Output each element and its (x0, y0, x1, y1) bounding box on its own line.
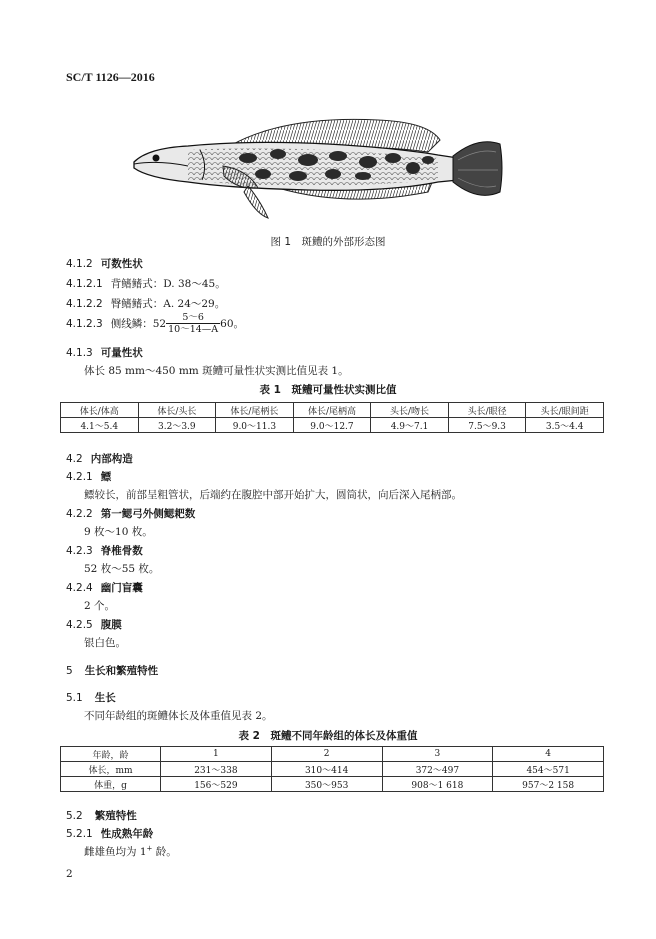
table-header-cell: 头长/眼间距 (526, 403, 604, 418)
section-text: 臀鳍鳍式：A. 24～29。 (110, 298, 226, 310)
page-number: 2 (66, 868, 73, 880)
maturity-text: 雌雄鱼均为 1 (84, 846, 147, 858)
section-number: 4.2 (66, 453, 83, 465)
lateral-line-prefix: 侧线鳞：52 (110, 318, 167, 330)
table-header-cell: 年龄，龄 (61, 747, 161, 762)
table-2-caption: 表 2 斑鳢不同年龄组的体长及体重值 (238, 730, 418, 742)
section-number: 4.1.2 (66, 258, 93, 270)
table-cell: 350～953 (271, 777, 382, 792)
section-4-2-5-heading (66, 617, 122, 632)
section-4-1-2-heading (66, 256, 143, 271)
section-5-2-1-text (84, 844, 177, 859)
section-5-2-heading (66, 808, 137, 823)
section-4-1-2-2 (66, 296, 225, 311)
section-number: 4.1.2.1 (66, 278, 103, 290)
section-title: 可量性状 (100, 347, 143, 359)
maturity-text-end: 龄。 (152, 846, 177, 858)
section-number: 4.1.3 (66, 347, 93, 359)
section-title: 腹膜 (100, 619, 122, 631)
section-5-2-1-heading (66, 826, 153, 841)
section-title: 脊椎骨数 (100, 545, 143, 557)
table-header-cell: 1 (161, 747, 272, 762)
table-cell: 4.9～7.1 (371, 418, 449, 433)
table-header-cell: 头长/吻长 (371, 403, 449, 418)
table-cell: 3.5～4.4 (526, 418, 604, 433)
maturity-superscript: + (146, 844, 153, 853)
section-title: 鳔 (100, 471, 112, 483)
snakehead-fish-illustration (128, 110, 504, 226)
fraction-denominator: 10～14—A (168, 324, 219, 335)
section-4-2-3-text: 52 枚～55 枚。 (84, 563, 160, 575)
table-cell: 9.0～11.3 (216, 418, 294, 433)
section-title: 幽门盲囊 (100, 582, 143, 594)
section-number: 5.1 (66, 692, 83, 704)
table-cell: 体重，g (61, 777, 161, 792)
lateral-line-suffix: 60。 (220, 318, 245, 330)
table-cell: 957～2 158 (493, 777, 604, 792)
section-number: 4.2.1 (66, 471, 93, 483)
section-number: 4.1.2.2 (66, 298, 103, 310)
section-title: 繁殖特性 (94, 810, 137, 822)
section-number: 4.2.2 (66, 508, 93, 520)
section-4-2-4-text: 2 个。 (84, 600, 116, 612)
table-cell: 231～338 (161, 762, 272, 777)
section-number: 4.2.5 (66, 619, 93, 631)
standard-code: SC/T 1126—2016 (66, 70, 155, 84)
table-cell: 体长，mm (61, 762, 161, 777)
table-header-cell: 3 (382, 747, 493, 762)
table-header-cell: 2 (271, 747, 382, 762)
table-row (61, 747, 604, 762)
section-title: 第一鳃弓外侧鳃耙数 (100, 508, 196, 520)
section-title: 生长 (94, 692, 116, 704)
table-cell: 310～414 (271, 762, 382, 777)
table-header-cell: 体长/尾柄长 (216, 403, 294, 418)
table-cell: 3.2～3.9 (138, 418, 216, 433)
table-header-cell: 头长/眼径 (448, 403, 526, 418)
figure-1-caption: 图 1 斑鳢的外部形态图 (270, 236, 386, 248)
table-header-cell: 体长/尾柄高 (293, 403, 371, 418)
section-4-2-3-heading (66, 543, 143, 558)
table-2 (60, 746, 604, 792)
section-5-heading (66, 663, 158, 678)
table-cell: 372～497 (382, 762, 493, 777)
section-5-1-heading (66, 690, 116, 705)
section-4-1-2-1 (66, 276, 226, 291)
section-4-2-1-text: 鳔较长，前部呈粗管状，后端约在腹腔中部开始扩大，圆筒状，向后深入尾柄部。 (84, 489, 462, 501)
table-row (61, 418, 604, 433)
section-number: 4.2.3 (66, 545, 93, 557)
section-4-1-3-heading (66, 345, 143, 360)
table-cell: 7.5～9.3 (448, 418, 526, 433)
section-title: 内部构造 (90, 453, 133, 465)
section-4-1-2-3 (66, 312, 244, 335)
section-title: 性成熟年龄 (100, 828, 154, 840)
section-4-2-2-heading (66, 506, 195, 521)
section-5-1-text: 不同年龄组的斑鳢体长及体重值见表 2。 (84, 710, 273, 722)
table-cell: 908～1 618 (382, 777, 493, 792)
lateral-line-fraction (166, 312, 220, 335)
section-number: 5.2.1 (66, 828, 93, 840)
table-1-caption: 表 1 斑鳢可量性状实测比值 (259, 384, 397, 396)
table-row (61, 403, 604, 418)
table-header-cell: 体长/头长 (138, 403, 216, 418)
table-cell: 156～529 (161, 777, 272, 792)
section-4-2-1-heading (66, 469, 111, 484)
section-title: 可数性状 (100, 258, 143, 270)
section-4-1-3-text: 体长 85 mm～450 mm 斑鳢可量性状实测比值见表 1。 (84, 365, 349, 377)
section-4-2-5-text: 银白色。 (84, 637, 126, 649)
section-number: 4.2.4 (66, 582, 93, 594)
section-number: 4.1.2.3 (66, 317, 103, 330)
section-4-2-2-text: 9 枚～10 枚。 (84, 526, 153, 538)
table-row (61, 762, 604, 777)
table-row (61, 777, 604, 792)
section-number: 5 (66, 665, 73, 677)
section-number: 5.2 (66, 810, 83, 822)
table-1 (60, 402, 604, 433)
section-4-2-heading (66, 451, 133, 466)
table-cell: 4.1～5.4 (61, 418, 139, 433)
section-text: 背鳍鳍式：D. 38～45。 (110, 278, 226, 290)
table-cell: 9.0～12.7 (293, 418, 371, 433)
fraction-numerator: 5～6 (166, 312, 220, 324)
table-cell: 454～571 (493, 762, 604, 777)
section-4-2-4-heading (66, 580, 143, 595)
table-header-cell: 体长/体高 (61, 403, 139, 418)
table-header-cell: 4 (493, 747, 604, 762)
section-title: 生长和繁殖特性 (84, 665, 159, 677)
